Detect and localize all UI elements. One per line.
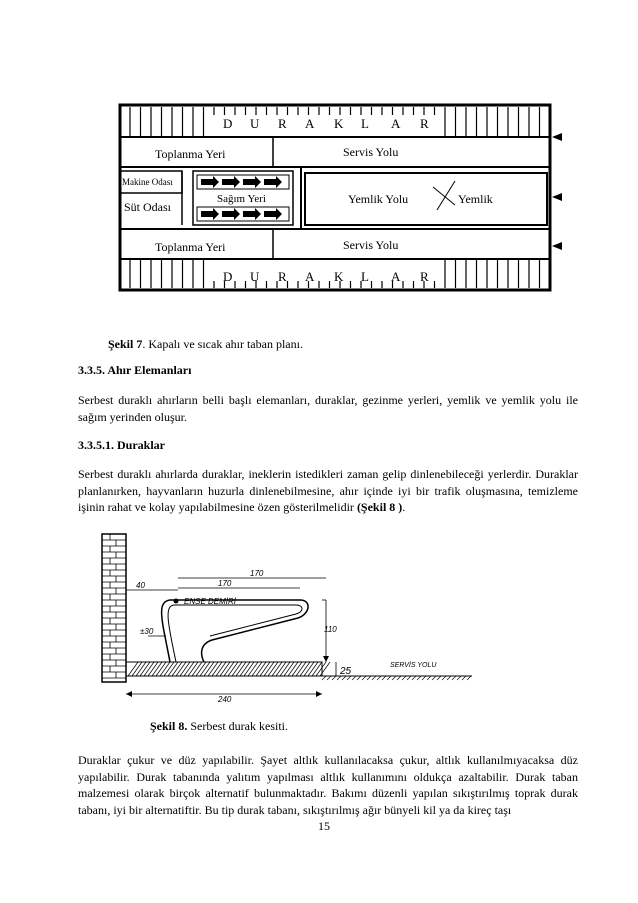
bottom-banner-letter: R <box>420 269 430 284</box>
toplanma-bottom-label: Toplanma Yeri <box>155 240 226 254</box>
top-banner-letter: D <box>223 116 234 131</box>
dim-40: 40 <box>136 581 145 590</box>
sut-label: Süt Odası <box>124 200 172 214</box>
toplanma-top-label: Toplanma Yeri <box>155 147 226 161</box>
dim-110: 110 <box>324 625 337 634</box>
bottom-banner-letter: D <box>223 269 234 284</box>
dim-170-top: 170 <box>250 569 264 578</box>
makine-label: Makine Odası <box>122 177 173 187</box>
top-banner-letter: U <box>250 116 261 131</box>
barn-floor-plan <box>105 95 575 300</box>
bottom-banner-letter: U <box>250 269 261 284</box>
top-banner-letter: A <box>305 116 316 131</box>
figure7-caption <box>108 336 303 353</box>
paragraph-end: . <box>402 500 406 514</box>
servis-top-label: Servis Yolu <box>343 145 399 159</box>
top-banner-letter: R <box>278 116 288 131</box>
bottom-banner-letter: L <box>361 269 370 284</box>
paragraph-text: Serbest duraklı ahırlarda duraklar, ineklerin istedikleri zaman gelip dinlenebileceği yerlerdir. Duraklar planlanırken, hayvanların huzurla dinlenebilmesine, ahır içinde iyi bir trafik oluşmasına, temizleme işinin rahat ve kolay yapılabilmesine özen gösterilmelidir <box>78 467 578 514</box>
bottom-banner-letter: A <box>391 269 402 284</box>
figure8-caption <box>150 718 288 735</box>
dim-240: 240 <box>218 695 232 704</box>
dim-170-inner: 170 <box>218 579 232 588</box>
yemlik-label: Yemlik <box>458 192 493 206</box>
section-heading: 3.3.5.1. Duraklar <box>78 438 165 452</box>
page-number: 15 <box>318 819 330 833</box>
yemlik-yolu-label: Yemlik Yolu <box>348 192 409 206</box>
paragraph <box>78 466 578 516</box>
top-banner-letter: K <box>334 116 345 131</box>
bottom-banner-letter: R <box>278 269 288 284</box>
bottom-banner-letter: K <box>334 269 345 284</box>
top-banner-letter: L <box>361 116 370 131</box>
paragraph: Duraklar çukur ve düz yapılabilir. Şayet altlık kullanılacaksa çukur, altlık kullanılmıyacaksa düz yapılabilir. Durak tabanında yalıtım yapılması altlık kullanımını oldukça azaltabilir. Durak taban malzemesi olarak birçok alternatif bulunmaktadır. Bakımı düzenli yapılan sıkıştırılmış toprak durak tabanı, iyi bir alternatiftir. Bu tip durak tabanı, sıkıştırılmış ağır bünyeli kil ya da kireç taşı <box>78 753 578 817</box>
dim-30: ±30 <box>140 627 154 636</box>
section-heading: 3.3.5. Ahır Elemanları <box>78 363 192 377</box>
bottom-banner-letter: A <box>305 269 316 284</box>
top-banner-letter: A <box>391 116 402 131</box>
caption-text: . Kapalı ve sıcak ahır taban planı. <box>142 337 303 351</box>
servis-bottom-label: Servis Yolu <box>343 238 399 252</box>
stall-cross-section <box>100 530 480 705</box>
dim-25: 25 <box>340 666 352 677</box>
servis-label: SERVİS YOLU <box>390 662 437 669</box>
ense-label: ENSE DEMİRİ <box>184 597 237 606</box>
paragraph: Serbest duraklı ahırların belli başlı elemanları, duraklar, gezinme yerleri, yemlik ve yemlik yolu ile sağım yerinden oluşur. <box>78 393 578 424</box>
caption-text: Serbest durak kesiti. <box>187 719 288 733</box>
figure-reference: (Şekil 8 ) <box>356 500 403 514</box>
caption-label: Şekil 7 <box>108 337 143 351</box>
sagim-label: Sağım Yeri <box>217 193 266 205</box>
caption-label: Şekil 8. <box>150 719 188 733</box>
top-banner-letter: R <box>420 116 430 131</box>
